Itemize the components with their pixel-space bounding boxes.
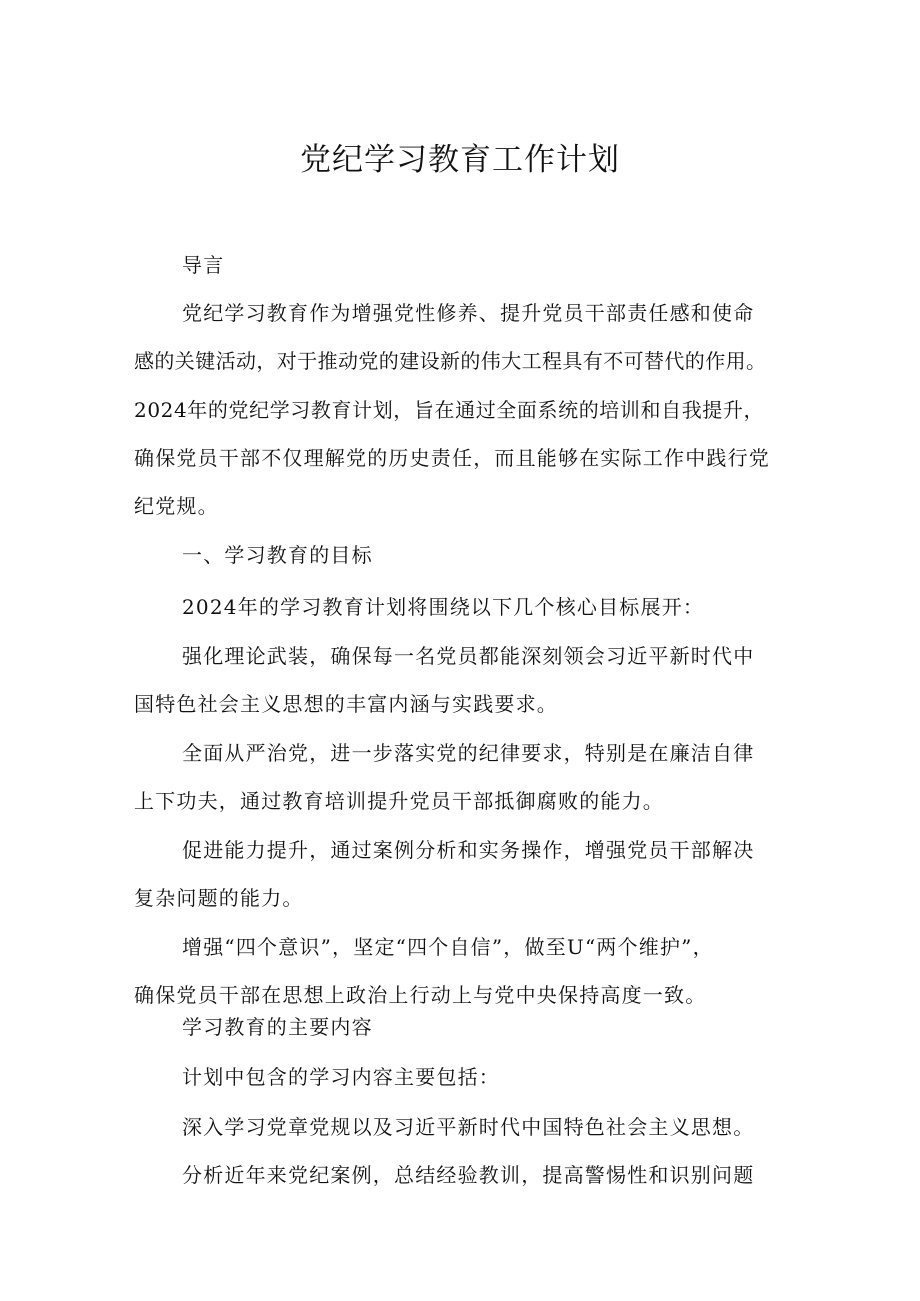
list-item-line: 复杂问题的能力。	[134, 886, 304, 910]
paragraph-line: 2024年的学习教育计划将围绕以下几个核心目标展开：	[182, 595, 705, 619]
list-item-line: 确保党员干部在思想上政治上行动上与党中央保持高度一致。	[134, 983, 707, 1007]
paragraph-line: 确保党员干部不仅理解党的历史责任，而且能够在实际工作中践行党	[134, 446, 770, 470]
paragraph-line: 2024年的党纪学习教育计划，旨在通过全面系统的培训和自我提升，	[134, 398, 765, 422]
paragraph-line: 纪党规。	[134, 494, 219, 518]
list-item-line: 国特色社会主义思想的丰富内涵与实践要求。	[134, 692, 558, 716]
list-item-line: 强化理论武装，确保每一名党员都能深刻领会习近平新时代中	[182, 644, 755, 668]
heading-intro: 导言	[182, 253, 225, 277]
list-item-line: 全面从严治党，进一步落实党的纪律要求，特别是在廉洁自律	[182, 741, 755, 765]
section-heading: 一、学习教育的目标	[182, 543, 373, 567]
list-item-line: 上下功夫，通过教育培训提升党员干部抵御腐败的能力。	[134, 789, 664, 813]
paragraph-line: 感的关键活动，对于推动党的建设新的伟大工程具有不可替代的作用。	[134, 349, 767, 373]
list-item-line: 增强“四个意识”，坚定“四个自信”，做至U“两个维护”，	[182, 935, 714, 959]
list-item-line: 分析近年来党纪案例，总结经验教训，提高警惕性和识别问题	[182, 1163, 755, 1187]
list-item-line: 深入学习党章党规以及习近平新时代中国特色社会主义思想。	[182, 1115, 755, 1139]
list-item-line: 促进能力提升，通过案例分析和实务操作，增强党员干部解决	[182, 838, 755, 862]
section-heading: 学习教育的主要内容	[182, 1015, 373, 1039]
paragraph-line: 计划中包含的学习内容主要包括：	[182, 1065, 500, 1089]
document-title: 党纪学习教育工作计划	[300, 142, 620, 178]
paragraph-line: 党纪学习教育作为增强党性修养、提升党员干部责任感和使命	[182, 301, 755, 325]
